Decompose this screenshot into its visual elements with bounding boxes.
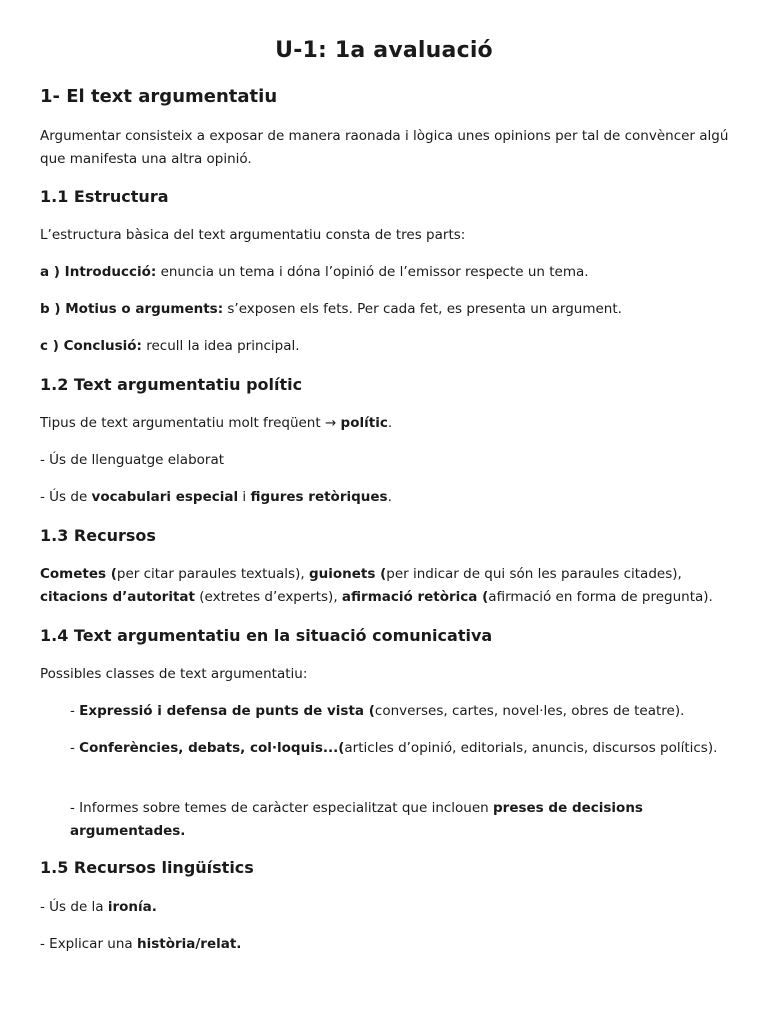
part-c-text: recull la idea principal.	[141, 338, 300, 354]
recurs-guionets-text: per indicar de qui són les paraules citades),	[386, 566, 682, 582]
section-heading-estructura: 1.1 Estructura	[40, 187, 169, 206]
estructura-part-b	[40, 298, 740, 321]
definition-paragraph: Argumentar consisteix a exposar de manera raonada i lògica unes opinions per tal de convèncer algú que manifesta una altra opinió.	[40, 128, 729, 167]
politic-line-1-text: Tipus de text argumentatiu molt freqüent →	[40, 415, 341, 431]
politic-line-3-e: .	[387, 489, 392, 505]
classes-intro: Possibles classes de text argumentatiu:	[40, 666, 308, 682]
estructura-part-a	[40, 261, 740, 284]
linguistic-item-2-text: - Explicar una	[40, 936, 137, 952]
section-heading-situacio-comunicativa: 1.4 Text argumentatiu en la situació comunicativa	[40, 626, 493, 645]
estructura-part-c	[40, 335, 740, 358]
part-c-label: c ) Conclusió:	[40, 338, 142, 354]
politic-line-3-d: figures retòriques	[250, 489, 388, 505]
politic-line-3-c: i	[238, 489, 251, 505]
class-item-2	[70, 737, 730, 760]
class-item-1	[70, 700, 730, 723]
class-item-3-bold: preses de decisions argumentades.	[70, 800, 643, 839]
recurs-guionets: guionets (	[308, 566, 387, 582]
part-a-label: a ) Introducció:	[40, 264, 157, 280]
section-heading-text-argumentatiu: 1- El text argumentatiu	[40, 86, 278, 107]
section-heading-recursos-linguistics: 1.5 Recursos lingüístics	[40, 858, 254, 877]
class-item-1-text: converses, cartes, novel·les, obres de teatre).	[374, 703, 685, 719]
linguistic-item-2-bold: història/relat.	[136, 936, 242, 952]
document-title: U-1: 1a avaluació	[275, 38, 493, 63]
linguistic-item-2	[40, 933, 740, 956]
part-b-label: b ) Motius o arguments:	[40, 301, 224, 317]
section-heading-recursos: 1.3 Recursos	[40, 526, 156, 545]
politic-line-3	[40, 486, 740, 509]
class-item-1-dash: -	[70, 703, 80, 719]
recurs-cometes-text: per citar paraules textuals),	[116, 566, 309, 582]
estructura-intro: L’estructura bàsica del text argumentatiu consta de tres parts:	[40, 227, 466, 243]
class-item-3-text: - Informes sobre temes de caràcter especialitzat que inclouen	[70, 800, 494, 816]
class-item-2-text: articles d’opinió, editorials, anuncis, discursos polítics).	[344, 740, 718, 756]
class-item-2-dash: -	[70, 740, 80, 756]
recurs-afirmacio-text: afirmació en forma de pregunta).	[488, 588, 713, 605]
linguistic-item-1-text: - Ús de la	[40, 899, 108, 915]
class-item-3	[70, 797, 730, 842]
class-item-2-bold: Conferències, debats, col·loquis...(	[79, 740, 345, 756]
politic-line-3-a: - Ús de	[40, 489, 92, 505]
politic-line-1	[40, 412, 740, 435]
linguistic-item-1-bold: ironía.	[107, 899, 157, 915]
recurs-cometes: Cometes (	[40, 566, 117, 582]
linguistic-item-1	[40, 896, 740, 919]
recurs-citacions: citacions d’autoritat	[40, 588, 195, 605]
politic-line-1-end: .	[387, 415, 393, 431]
part-b-text: s’exposen els fets. Per cada fet, es presenta un argument.	[223, 301, 622, 317]
politic-line-2: - Ús de llenguatge elaborat	[40, 452, 225, 468]
recurs-citacions-text: (extretes d’experts),	[195, 588, 342, 605]
politic-line-1-bold: polític	[340, 415, 388, 431]
politic-line-3-b: vocabulari especial	[91, 489, 239, 505]
section-heading-politic: 1.2 Text argumentatiu polític	[40, 375, 303, 394]
part-a-text: enuncia un tema i dóna l’opinió de l’emissor respecte un tema.	[156, 264, 589, 280]
recurs-afirmacio: afirmació retòrica (	[341, 588, 489, 605]
class-item-1-bold: Expressió i defensa de punts de vista (	[79, 703, 375, 719]
recursos-paragraph	[40, 563, 740, 608]
